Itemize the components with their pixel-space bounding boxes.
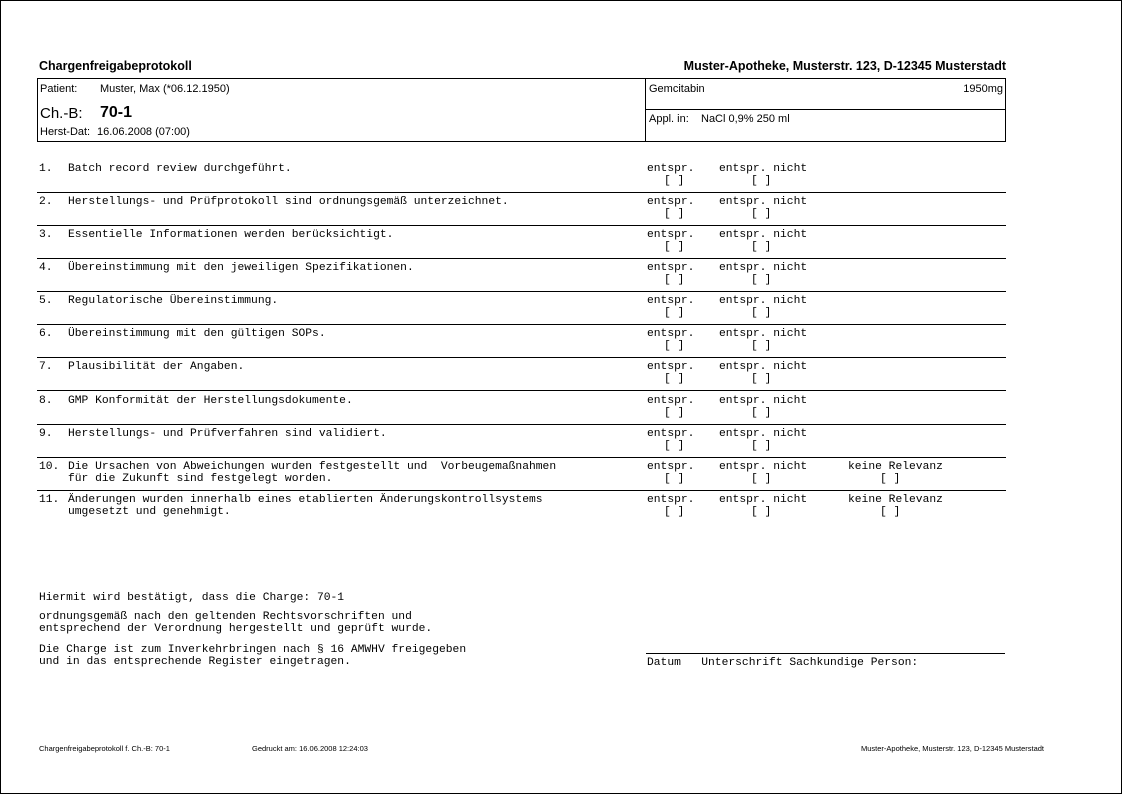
item-number: 5. xyxy=(39,295,53,307)
item-text: GMP Konformität der Herstellungsdokumente. xyxy=(68,395,353,407)
checkbox-conform[interactable]: [ ] xyxy=(664,373,685,385)
patient-value: Muster, Max (*06.12.1950) xyxy=(100,83,230,95)
option-label-conform: entspr. xyxy=(647,295,695,307)
checklist-item xyxy=(37,325,1006,358)
checkbox-not-conform[interactable]: [ ] xyxy=(751,307,772,319)
item-text: Übereinstimmung mit den gültigen SOPs. xyxy=(68,328,326,340)
confirmation-regulation: ordnungsgemäß nach den geltenden Rechtsvorschriften und entsprechend der Verordnung hergestellt und geprüft wurde. xyxy=(39,611,433,635)
checkbox-not-conform[interactable]: [ ] xyxy=(751,473,772,485)
option-label-conform: entspr. xyxy=(647,196,695,208)
pharmacy-address: Muster-Apotheke, Musterstr. 123, D-12345 Musterstadt xyxy=(683,59,1006,73)
item-text: Plausibilität der Angaben. xyxy=(68,361,245,373)
item-text: Regulatorische Übereinstimmung. xyxy=(68,295,279,307)
checkbox-conform[interactable]: [ ] xyxy=(664,473,685,485)
checkbox-conform[interactable]: [ ] xyxy=(664,208,685,220)
item-number: 3. xyxy=(39,229,53,241)
signature-label: Datum Unterschrift Sachkundige Person: xyxy=(647,657,919,669)
item-text: Batch record review durchgeführt. xyxy=(68,163,292,175)
option-label-not-conform: entspr. nicht xyxy=(719,262,808,274)
patient-label: Patient: xyxy=(40,83,78,95)
option-label-not-relevant: keine Relevanz xyxy=(848,461,943,473)
item-text: Essentielle Informationen werden berücksichtigt. xyxy=(68,229,394,241)
option-label-not-conform: entspr. nicht xyxy=(719,361,808,373)
checklist-item xyxy=(37,392,1006,425)
checklist-item xyxy=(37,491,1006,524)
footer-document: Chargenfreigabeprotokoll f. Ch.-B: 70-1 xyxy=(39,744,170,753)
confirmation-charge: Hiermit wird bestätigt, dass die Charge: 70-1 xyxy=(39,592,345,604)
checkbox-not-conform[interactable]: [ ] xyxy=(751,407,772,419)
checkbox-not-conform[interactable]: [ ] xyxy=(751,175,772,187)
option-label-conform: entspr. xyxy=(647,229,695,241)
option-label-not-conform: entspr. nicht xyxy=(719,229,808,241)
option-label-conform: entspr. xyxy=(647,262,695,274)
option-label-not-conform: entspr. nicht xyxy=(719,395,808,407)
item-number: 9. xyxy=(39,428,53,440)
checkbox-conform[interactable]: [ ] xyxy=(664,506,685,518)
checkbox-conform[interactable]: [ ] xyxy=(664,340,685,352)
option-label-conform: entspr. xyxy=(647,328,695,340)
checklist-item xyxy=(37,259,1006,292)
checklist-item xyxy=(37,458,1006,491)
item-number: 6. xyxy=(39,328,53,340)
option-label-conform: entspr. xyxy=(647,163,695,175)
signature-line xyxy=(646,653,1005,654)
item-text: Änderungen wurden innerhalb eines etablierten Änderungskontrollsystems umgesetzt und genehmigt. xyxy=(68,494,543,518)
item-text: Herstellungs- und Prüfprotokoll sind ordnungsgemäß unterzeichnet. xyxy=(68,196,509,208)
option-label-not-conform: entspr. nicht xyxy=(719,295,808,307)
drug-name: Gemcitabin xyxy=(649,83,705,95)
checkbox-not-relevant[interactable]: [ ] xyxy=(880,473,901,485)
option-label-not-conform: entspr. nicht xyxy=(719,328,808,340)
checkbox-not-conform[interactable]: [ ] xyxy=(751,208,772,220)
item-number: 10. xyxy=(39,461,60,473)
checklist-item xyxy=(37,160,1006,193)
checkbox-not-conform[interactable]: [ ] xyxy=(751,274,772,286)
item-number: 7. xyxy=(39,361,53,373)
item-number: 1. xyxy=(39,163,53,175)
option-label-not-conform: entspr. nicht xyxy=(719,163,808,175)
option-label-conform: entspr. xyxy=(647,361,695,373)
item-number: 4. xyxy=(39,262,53,274)
checkbox-conform[interactable]: [ ] xyxy=(664,175,685,187)
document-title: Chargenfreigabeprotokoll xyxy=(39,59,192,73)
checklist-item xyxy=(37,358,1006,391)
option-label-conform: entspr. xyxy=(647,395,695,407)
application-label: Appl. in: xyxy=(649,113,689,125)
checkbox-conform[interactable]: [ ] xyxy=(664,307,685,319)
production-date-label: Herst-Dat: xyxy=(40,126,91,138)
item-number: 11. xyxy=(39,494,60,506)
drug-dose: 1950mg xyxy=(963,83,1003,95)
production-date-value: 16.06.2008 (07:00) xyxy=(97,126,190,138)
option-label-conform: entspr. xyxy=(647,428,695,440)
checklist-item xyxy=(37,193,1006,226)
checkbox-conform[interactable]: [ ] xyxy=(664,241,685,253)
option-label-not-relevant: keine Relevanz xyxy=(848,494,943,506)
batch-label: Ch.-B: xyxy=(40,105,83,122)
footer-print-date: Gedruckt am: 16.06.2008 12:24:03 xyxy=(252,744,368,753)
checkbox-not-relevant[interactable]: [ ] xyxy=(880,506,901,518)
option-label-not-conform: entspr. nicht xyxy=(719,196,808,208)
checkbox-conform[interactable]: [ ] xyxy=(664,440,685,452)
option-label-not-conform: entspr. nicht xyxy=(719,494,808,506)
application-value: NaCl 0,9% 250 ml xyxy=(701,113,790,125)
item-text: Herstellungs- und Prüfverfahren sind validiert. xyxy=(68,428,387,440)
info-divider-vertical xyxy=(645,79,646,141)
checkbox-not-conform[interactable]: [ ] xyxy=(751,506,772,518)
info-divider-horizontal xyxy=(645,109,1005,110)
patient-info-box xyxy=(37,78,1006,142)
checkbox-not-conform[interactable]: [ ] xyxy=(751,373,772,385)
checkbox-not-conform[interactable]: [ ] xyxy=(751,340,772,352)
footer-address: Muster-Apotheke, Musterstr. 123, D-12345 Musterstadt xyxy=(861,744,1044,753)
confirmation-release: Die Charge ist zum Inverkehrbringen nach § 16 AMWHV freigegeben und in das entsprechende Register eingetragen. xyxy=(39,644,467,668)
item-number: 2. xyxy=(39,196,53,208)
checkbox-not-conform[interactable]: [ ] xyxy=(751,440,772,452)
option-label-conform: entspr. xyxy=(647,461,695,473)
item-number: 8. xyxy=(39,395,53,407)
checkbox-conform[interactable]: [ ] xyxy=(664,407,685,419)
item-text: Die Ursachen von Abweichungen wurden festgestellt und Vorbeugemaßnahmen für die Zukunft sind festgelegt worden. xyxy=(68,461,557,485)
option-label-not-conform: entspr. nicht xyxy=(719,428,808,440)
checklist-item xyxy=(37,425,1006,458)
checkbox-conform[interactable]: [ ] xyxy=(664,274,685,286)
batch-number: 70-1 xyxy=(100,104,133,121)
option-label-not-conform: entspr. nicht xyxy=(719,461,808,473)
option-label-conform: entspr. xyxy=(647,494,695,506)
item-text: Übereinstimmung mit den jeweiligen Spezifikationen. xyxy=(68,262,414,274)
checklist-item xyxy=(37,226,1006,259)
checkbox-not-conform[interactable]: [ ] xyxy=(751,241,772,253)
checklist-item xyxy=(37,292,1006,325)
